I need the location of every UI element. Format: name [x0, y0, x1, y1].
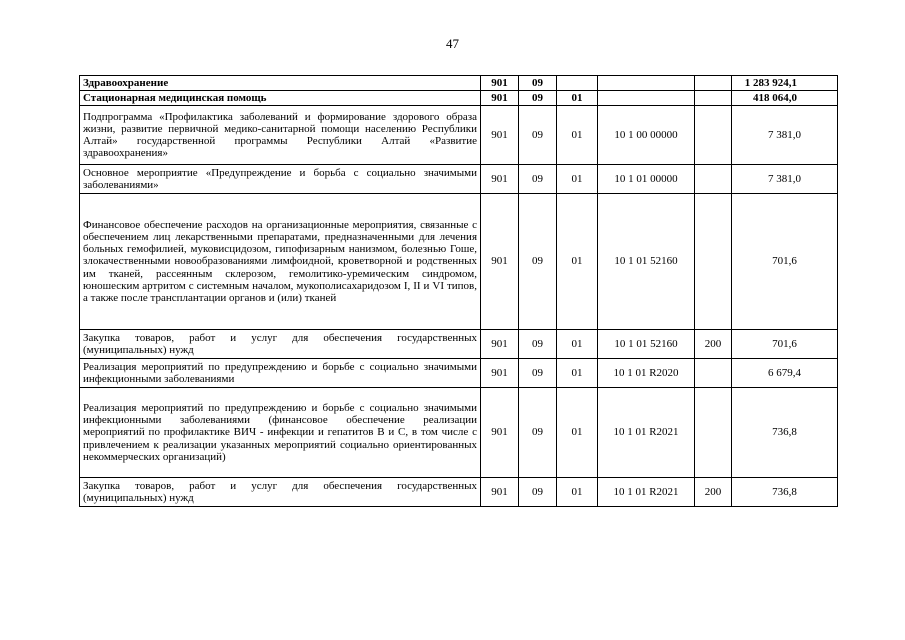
- target-article: 10 1 01 R2021: [598, 478, 695, 507]
- target-article: 10 1 01 R2021: [598, 388, 695, 478]
- section-code: 09: [519, 330, 557, 359]
- row-description: Реализация мероприятий по предупреждению и борьбе с социально значимыми инфекционными заболеваниями (финансовое обеспечение реализации мероприятий по профилактике ВИЧ - инфекции и гепатитов В и С, в том числе с привлечением к реализации указанных мероприятий социально ориентированных некоммерческих организаций): [80, 388, 481, 478]
- row-description: Здравоохранение: [80, 76, 481, 91]
- amount: 701,6: [732, 194, 838, 330]
- ministry-code: 901: [481, 106, 519, 165]
- table-body: [80, 76, 838, 507]
- section-code: 09: [519, 359, 557, 388]
- section-code: 09: [519, 106, 557, 165]
- subsection-code: [557, 76, 598, 91]
- table-row: [80, 165, 838, 194]
- row-description: Закупка товаров, работ и услуг для обеспечения государственных (муниципальных) нужд: [80, 478, 481, 507]
- ministry-code: 901: [481, 165, 519, 194]
- expense-type: [695, 106, 732, 165]
- amount: 736,8: [732, 388, 838, 478]
- expense-type: 200: [695, 478, 732, 507]
- section-code: 09: [519, 388, 557, 478]
- subsection-code: 01: [557, 165, 598, 194]
- expense-type: [695, 388, 732, 478]
- ministry-code: 901: [481, 359, 519, 388]
- section-code: 09: [519, 478, 557, 507]
- table-row: [80, 478, 838, 507]
- row-description: Основное мероприятие «Предупреждение и борьба с социально значимыми заболеваниями»: [80, 165, 481, 194]
- expense-type: [695, 91, 732, 106]
- target-article: [598, 76, 695, 91]
- table-row: [80, 388, 838, 478]
- ministry-code: 901: [481, 330, 519, 359]
- subsection-code: 01: [557, 106, 598, 165]
- subsection-code: 01: [557, 388, 598, 478]
- budget-table: [79, 75, 838, 507]
- ministry-code: 901: [481, 91, 519, 106]
- expense-type: [695, 165, 732, 194]
- amount: 7 381,0: [732, 165, 838, 194]
- table-row: [80, 91, 838, 106]
- section-code: 09: [519, 91, 557, 106]
- row-description: Стационарная медицинская помощь: [80, 91, 481, 106]
- page-number: 47: [446, 36, 459, 51]
- row-description: Финансовое обеспечение расходов на организационные мероприятия, связанные с обеспечением лиц лекарственными препаратами, предназначенными для лечения больных гемофилией, муковисцидозом, гипофизарным нанизмом, болезнью Гоше, злокачественными новообразованиями лимфоидной, кроветворной и родственных им тканей, рассеянным склерозом, гемолитико-уремическим синдромом, юношеским артритом с системным началом, мукополисахаридозом I, II и VI типов, а также после трансплантации органов и (или) тканей: [80, 194, 481, 330]
- amount: 1 283 924,1: [732, 76, 838, 91]
- row-description: Закупка товаров, работ и услуг для обеспечения государственных (муниципальных) нужд: [80, 330, 481, 359]
- amount: 736,8: [732, 478, 838, 507]
- expense-type: [695, 194, 732, 330]
- target-article: 10 1 01 52160: [598, 330, 695, 359]
- ministry-code: 901: [481, 478, 519, 507]
- section-code: 09: [519, 194, 557, 330]
- row-description: Реализация мероприятий по предупреждению и борьбе с социально значимыми инфекционными заболеваниями: [80, 359, 481, 388]
- amount: 418 064,0: [732, 91, 838, 106]
- subsection-code: 01: [557, 359, 598, 388]
- amount: 7 381,0: [732, 106, 838, 165]
- section-code: 09: [519, 165, 557, 194]
- target-article: [598, 91, 695, 106]
- target-article: 10 1 01 00000: [598, 165, 695, 194]
- ministry-code: 901: [481, 388, 519, 478]
- subsection-code: 01: [557, 91, 598, 106]
- subsection-code: 01: [557, 330, 598, 359]
- expense-type: 200: [695, 330, 732, 359]
- table-row: [80, 106, 838, 165]
- amount: 701,6: [732, 330, 838, 359]
- subsection-code: 01: [557, 478, 598, 507]
- row-description: Подпрограмма «Профилактика заболеваний и формирование здорового образа жизни, развитие первичной медико-санитарной помощи населению Республики Алтай» государственной программы Республики Алтай «Развитие здравоохранения»: [80, 106, 481, 165]
- expense-type: [695, 359, 732, 388]
- target-article: 10 1 01 R2020: [598, 359, 695, 388]
- table-row: [80, 330, 838, 359]
- table-row: [80, 76, 838, 91]
- table-row: [80, 194, 838, 330]
- section-code: 09: [519, 76, 557, 91]
- expense-type: [695, 76, 732, 91]
- ministry-code: 901: [481, 194, 519, 330]
- table-row: [80, 359, 838, 388]
- ministry-code: 901: [481, 76, 519, 91]
- subsection-code: 01: [557, 194, 598, 330]
- target-article: 10 1 00 00000: [598, 106, 695, 165]
- amount: 6 679,4: [732, 359, 838, 388]
- target-article: 10 1 01 52160: [598, 194, 695, 330]
